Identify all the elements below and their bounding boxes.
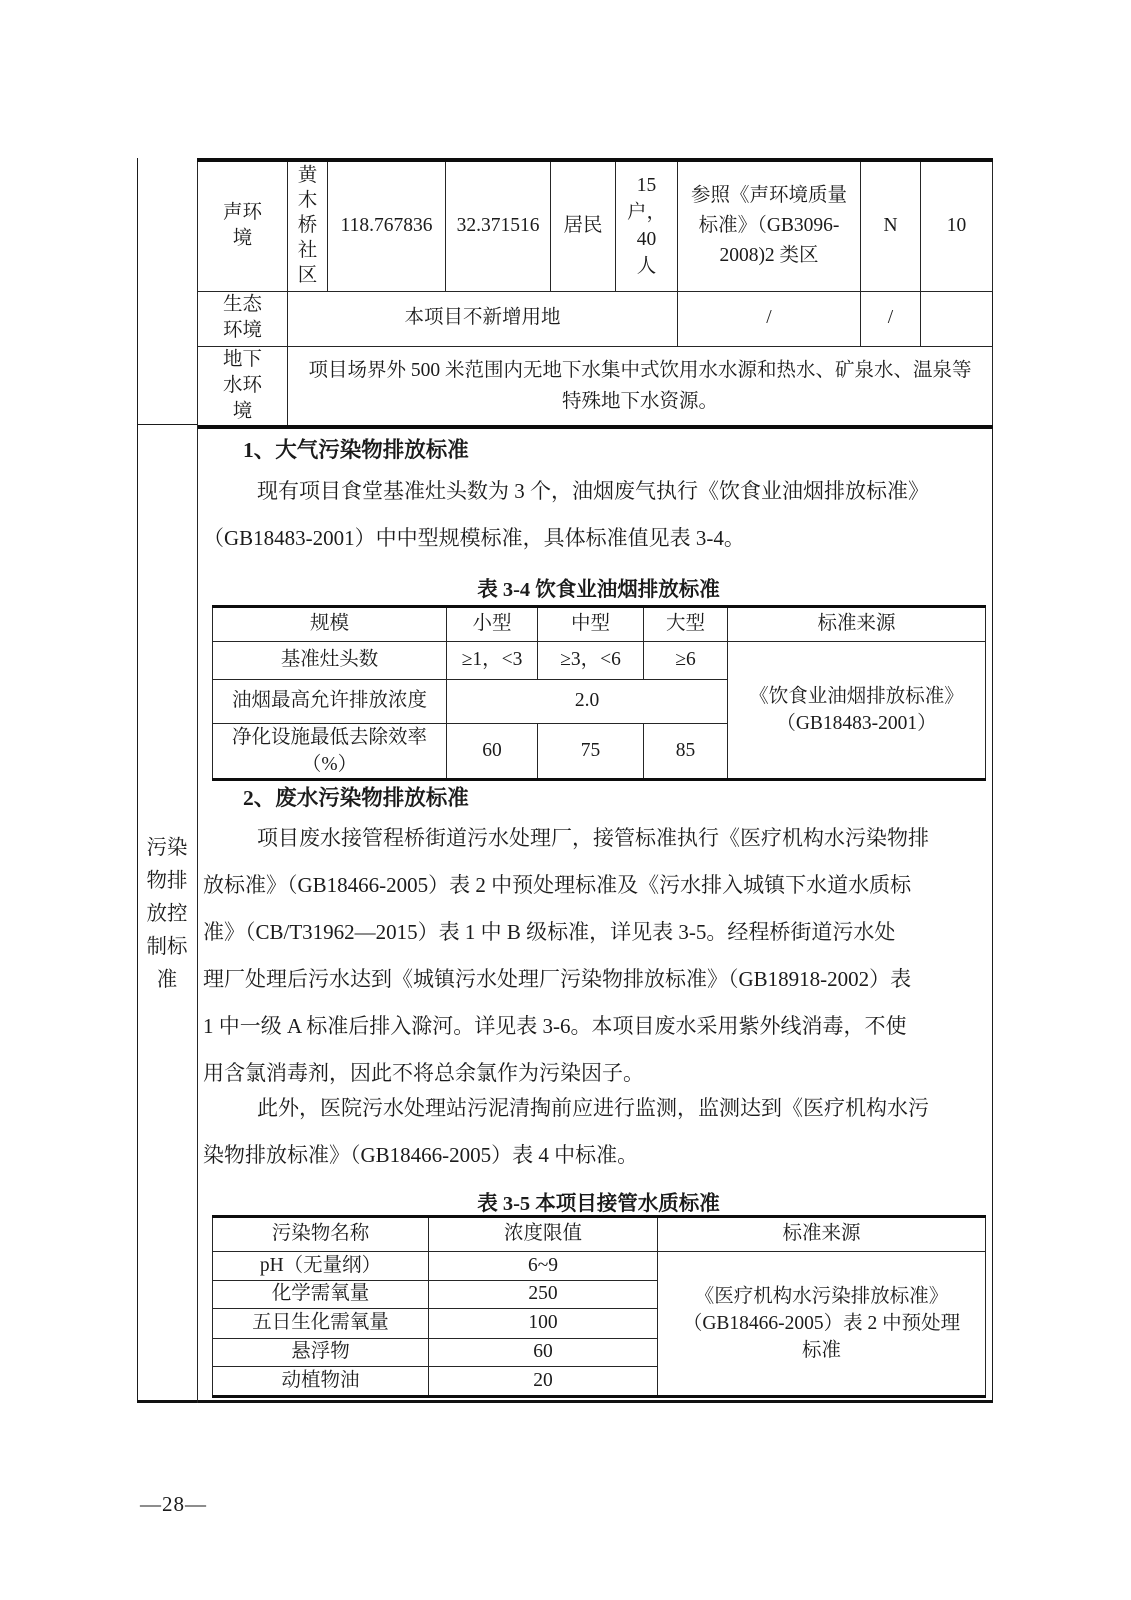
noise-label: 声环境: [222, 202, 262, 250]
header-pollutant: 污染物名称: [213, 1217, 429, 1252]
table-3-5-title: 表 3-5 本项目接管水质标准: [477, 1193, 720, 1215]
pollutant-limit-cell: 60: [429, 1339, 658, 1367]
wastewater-paragraph-line: 1 中一级 A 标准后排入滁河。详见表 3-6。本项目废水采用紫外线消毒，不使: [203, 1014, 907, 1038]
groundwater-label-cell: [198, 346, 288, 427]
header-source: 标准来源: [728, 607, 986, 642]
section-label: 污染物排放控制标准: [146, 836, 188, 991]
sludge-paragraph-line: 染物排放标准》（GB18466-2005）表 4 中标准。: [203, 1143, 639, 1167]
header-limit: 浓度限值: [429, 1217, 658, 1252]
noise-direction-cell: N: [861, 160, 921, 291]
table-3-5-source: 《医疗机构水污染排放标准》（GB18466-2005）表 2 中预处理标准: [682, 1285, 961, 1361]
groundwater-content: 项目场界外 500 米范围内无地下水集中式饮用水水源和热水、矿泉水、温泉等特殊地下水资源。: [308, 359, 972, 412]
header-large: 大型: [644, 607, 728, 642]
air-paragraph-line: （GB18483-2001）中中型规模标准，具体标准值见表 3-4。: [203, 526, 745, 550]
noise-scale-cell: [616, 160, 678, 291]
pollutant-name-cell: 五日生化需氧量: [213, 1309, 429, 1339]
concentration-value-cell: 2.0: [447, 680, 728, 724]
pollutant-limit-cell: 6~9: [429, 1252, 658, 1281]
table-row-ph: [213, 1252, 986, 1281]
pollutant-limit-cell: 250: [429, 1281, 658, 1309]
page-number: —28—: [140, 1492, 207, 1516]
noise-label-cell: [198, 160, 288, 291]
table-3-5-source-cell: [658, 1252, 986, 1397]
efficiency-medium-cell: 75: [538, 724, 644, 780]
noise-target-type-cell: 居民: [551, 160, 616, 291]
noise-distance-cell: 10: [921, 160, 993, 291]
efficiency-large-cell: 85: [644, 724, 728, 780]
efficiency-small-cell: 60: [447, 724, 538, 780]
ecology-direction-cell: /: [678, 291, 861, 346]
noise-site-cell: [288, 160, 328, 291]
noise-standard: 参照《声环境质量标准》（GB3096-2008)2 类区: [690, 185, 847, 267]
ecology-row: [198, 291, 993, 346]
noise-standard-cell: [678, 160, 861, 291]
environment-table: [197, 158, 993, 429]
ecology-label: 生态环境: [222, 294, 262, 342]
wastewater-paragraph-line: 放标准》（GB18466-2005）表 2 中预处理标准及《污水排入城镇下水道水质标: [203, 873, 912, 897]
stove-small-cell: ≥1，<3: [447, 642, 538, 680]
air-standard-heading: 1、大气污染物排放标准: [243, 438, 469, 462]
pollutant-name-cell: pH（无量纲）: [213, 1252, 429, 1281]
concentration-label-cell: 油烟最高允许排放浓度: [213, 680, 447, 724]
table-3-4-title: 表 3-4 饮食业油烟排放标准: [477, 579, 720, 601]
header-medium: 中型: [538, 607, 644, 642]
pollutant-limit-cell: 20: [429, 1367, 658, 1397]
header-source: 标准来源: [658, 1217, 986, 1252]
noise-row: [198, 160, 993, 291]
groundwater-content-cell: [288, 346, 993, 427]
wastewater-paragraph-line: 用含氯消毒剂，因此不将总余氯作为污染因子。: [203, 1061, 644, 1085]
sludge-paragraph-line: 此外，医院污水处理站污泥清掏前应进行监测，监测达到《医疗机构水污: [257, 1096, 929, 1120]
wastewater-paragraph-line: 理厂处理后污水达到《城镇污水处理厂污染物排放标准》（GB18918-2002）表: [203, 967, 912, 991]
pollutant-name-cell: 化学需氧量: [213, 1281, 429, 1309]
stove-label-cell: 基准灶头数: [213, 642, 447, 680]
efficiency-label: 净化设施最低去除效率（%）: [231, 727, 427, 775]
pollutant-name-cell: 悬浮物: [213, 1339, 429, 1367]
wastewater-paragraph-line: 项目废水接管程桥街道污水处理厂，接管标准执行《医疗机构水污染物排: [257, 826, 929, 850]
table-3-4-source: 《饮食业油烟排放标准》（GB18483-2001）: [749, 686, 964, 734]
wastewater-standard-heading: 2、废水污染物排放标准: [243, 786, 469, 810]
wastewater-paragraph-line: 准》（CB/T31962—2015）表 1 中 B 级标准，详见表 3-5。经程桥街道污水处: [203, 920, 896, 944]
table-3-5-header-row: [213, 1217, 986, 1252]
table-3-4-source-cell: [728, 642, 986, 780]
groundwater-label: 地下水环境: [222, 348, 262, 422]
ecology-distance-cell: /: [861, 291, 921, 346]
header-small: 小型: [447, 607, 538, 642]
stove-count-row: [213, 642, 986, 680]
ecology-content-cell: 本项目不新增用地: [288, 291, 678, 346]
table-3-4-header-row: [213, 607, 986, 642]
noise-scale: 15 户，40 人: [626, 175, 666, 278]
table-3-5: [212, 1215, 986, 1398]
noise-longitude-cell: 118.767836: [328, 160, 446, 291]
pollutant-name-cell: 动植物油: [213, 1367, 429, 1397]
stove-medium-cell: ≥3，<6: [538, 642, 644, 680]
table-3-4: [212, 605, 986, 781]
ecology-label-cell: [198, 291, 288, 346]
section-label-cell: [137, 425, 198, 1403]
pollutant-limit-cell: 100: [429, 1309, 658, 1339]
air-paragraph-line: 现有项目食堂基准灶头数为 3 个，油烟废气执行《饮食业油烟排放标准》: [257, 479, 929, 503]
header-scale: 规模: [213, 607, 447, 642]
groundwater-row: [198, 346, 993, 427]
noise-latitude-cell: 32.371516: [446, 160, 551, 291]
stove-large-cell: ≥6: [644, 642, 728, 680]
outer-bottom-border: [137, 1400, 993, 1403]
efficiency-label-cell: [213, 724, 447, 780]
noise-site: 黄木桥社区: [297, 165, 318, 287]
